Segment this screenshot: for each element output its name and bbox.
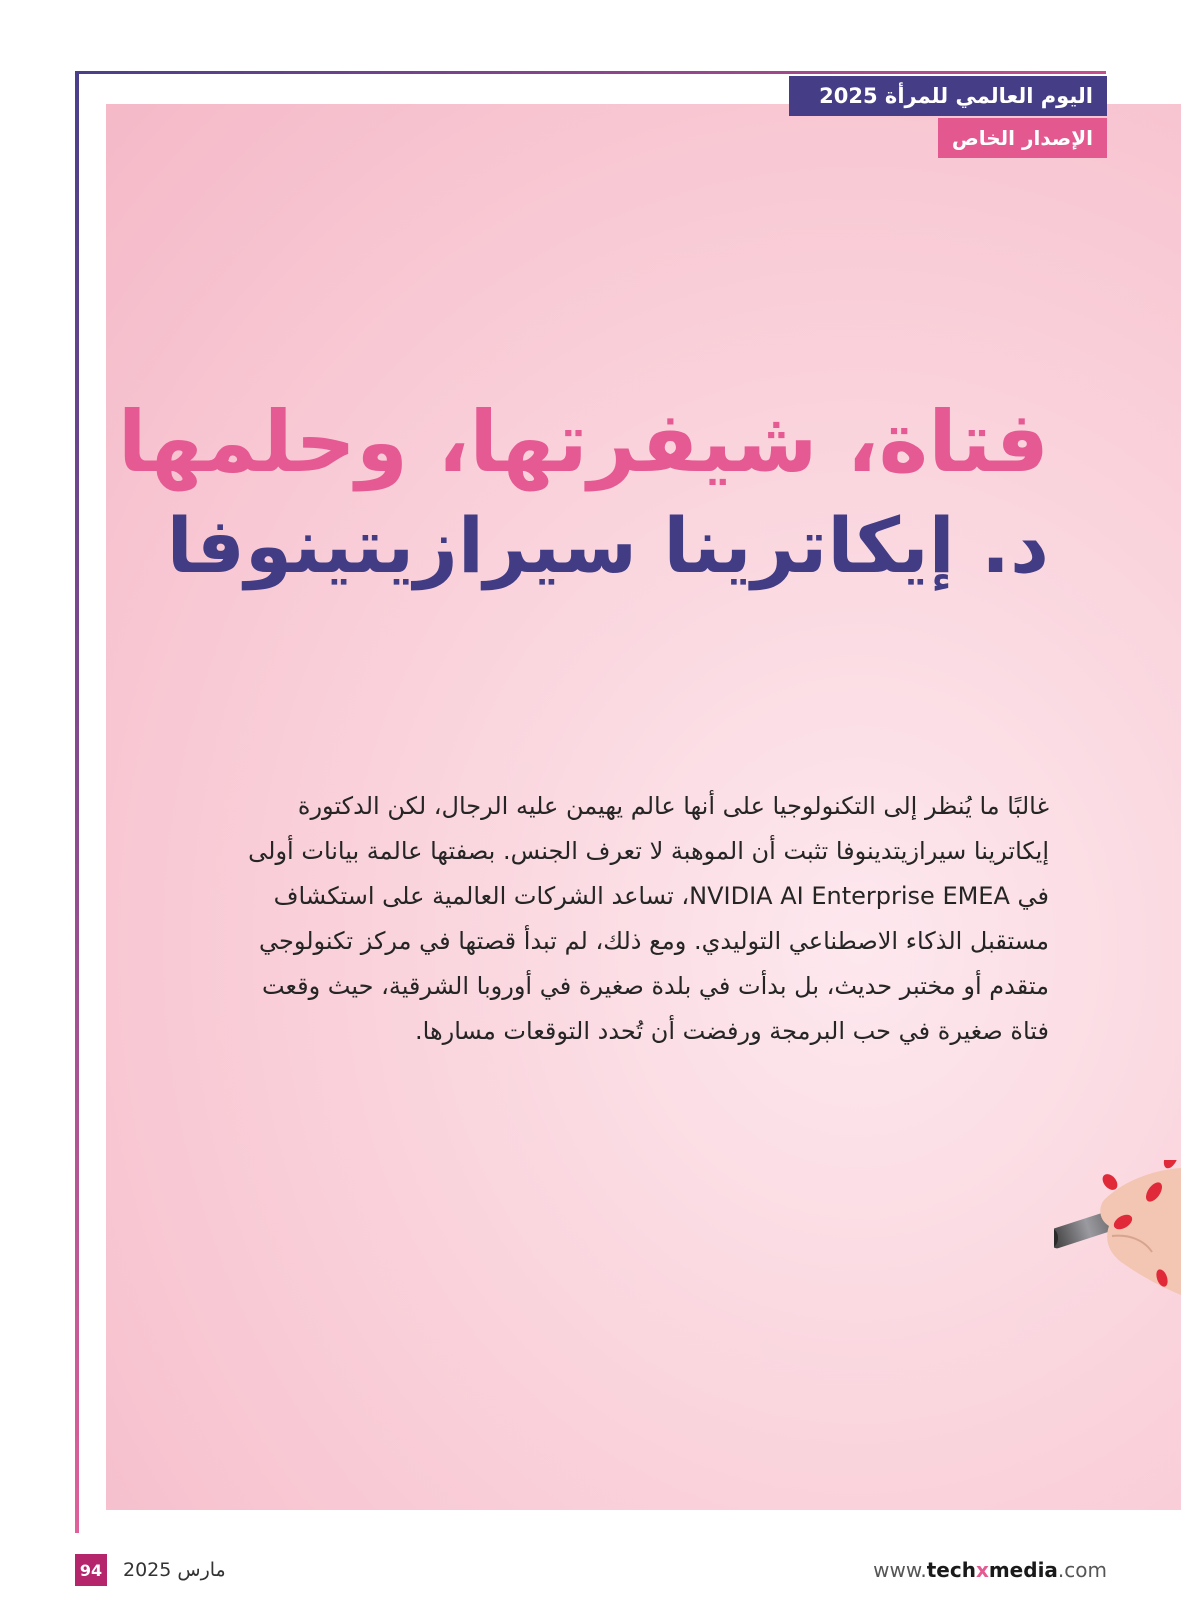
website-link[interactable] (873, 1555, 1107, 1585)
website-brand-x: x (975, 1558, 989, 1582)
footer-page-info (75, 1553, 226, 1587)
hand-holding-device-icon (1054, 1160, 1181, 1295)
issue-date: مارس 2025 (123, 1559, 226, 1581)
website-suffix: .com (1057, 1558, 1107, 1582)
edition-tag: الإصدار الخاص (938, 118, 1107, 158)
article-body: غالبًا ما يُنظر إلى التكنولوجيا على أنها عالم يهيمن عليه الرجال، لكن الدكتورة إيكاترينا سيرازيتدينوفا تثبت أن الموهبة لا تعرف الجنس. بصفتها عالمة بيانات أولى في NVIDIA AI Enterprise EMEA، تساعد الشركات العالمية على استكشاف مستقبل الذكاء الاصطناعي التوليدي. ومع ذلك، لم تبدأ قصتها في مركز تكنولوجي متقدم أو مختبر حديث، بل بدأت في بلدة صغيرة في أوروبا الشرقية، حيث وقعت فتاة صغيرة في حب البرمجة ورفضت أن تُحدد التوقعات مسارها. (248, 792, 1049, 1045)
website-brand-tech: tech (926, 1558, 976, 1582)
website-prefix: www. (873, 1558, 927, 1582)
page-frame-left (75, 71, 79, 1533)
issue-tag: اليوم العالمي للمرأة 2025 (789, 76, 1107, 116)
article-title: فتاة، شيفرتها، وحلمها (117, 393, 1049, 491)
page-frame-top (75, 71, 1106, 74)
article-subtitle: د. إيكاترينا سيرازيتينوفا (166, 501, 1049, 590)
page-number-badge: 94 (75, 1554, 107, 1586)
website-brand-media: media (988, 1558, 1058, 1582)
